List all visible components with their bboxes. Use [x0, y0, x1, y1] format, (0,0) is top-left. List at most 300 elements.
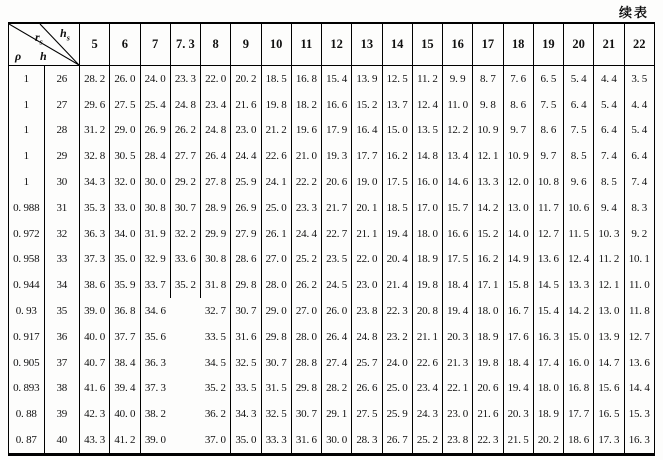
- value-cell: 10. 3: [594, 221, 624, 247]
- value-cell: 38. 4: [110, 350, 140, 376]
- value-cell: 17. 6: [503, 324, 533, 350]
- value-cell: 26. 0: [322, 298, 352, 324]
- corner-label-h: h: [40, 49, 47, 63]
- rho-cell: 1: [9, 118, 45, 144]
- table-row: [9, 195, 655, 221]
- value-cell: 18. 6: [564, 427, 594, 454]
- value-cell: 24. 8: [170, 92, 200, 118]
- value-cell: 18. 0: [533, 376, 563, 402]
- table-row: [9, 272, 655, 298]
- value-cell: 24. 8: [201, 118, 231, 144]
- value-cell: 11. 0: [624, 272, 655, 298]
- value-cell: 26. 9: [140, 118, 170, 144]
- value-cell: 25. 7: [352, 350, 382, 376]
- value-cell: 24. 3: [412, 401, 442, 427]
- value-cell: 8. 6: [533, 118, 563, 144]
- value-cell: 22. 6: [412, 350, 442, 376]
- value-cell: 18. 9: [533, 401, 563, 427]
- value-cell: 27. 4: [322, 350, 352, 376]
- h-cell: 37: [44, 350, 80, 376]
- value-cell: 13. 9: [352, 66, 382, 92]
- value-cell: 38. 6: [80, 272, 110, 298]
- value-cell: 8. 3: [624, 195, 655, 221]
- value-cell: 15. 0: [564, 324, 594, 350]
- value-cell: 26. 7: [382, 427, 412, 454]
- value-cell: 29. 1: [322, 401, 352, 427]
- value-cell: 26. 0: [110, 66, 140, 92]
- rho-cell: 1: [9, 66, 45, 92]
- table-row: [9, 143, 655, 169]
- column-header: 10: [261, 23, 291, 66]
- value-cell: 16. 6: [443, 221, 473, 247]
- rho-cell: 1: [9, 169, 45, 195]
- value-cell: 17. 4: [533, 350, 563, 376]
- column-header: 19: [533, 23, 563, 66]
- table-row: [9, 324, 655, 350]
- value-cell: 35. 0: [110, 247, 140, 273]
- table-row: [9, 221, 655, 247]
- value-cell: 27. 5: [110, 92, 140, 118]
- value-cell: 31. 5: [261, 376, 291, 402]
- value-cell: 35. 9: [110, 272, 140, 298]
- value-cell: 23. 8: [443, 427, 473, 454]
- value-cell: 3. 5: [624, 66, 655, 92]
- data-table: [8, 22, 655, 456]
- value-cell: 16. 2: [473, 247, 503, 273]
- h-cell: 26: [44, 66, 80, 92]
- value-cell: 10. 9: [473, 118, 503, 144]
- table-row: [9, 427, 655, 454]
- value-cell: 22. 0: [352, 247, 382, 273]
- value-cell: 30. 7: [291, 401, 321, 427]
- value-cell: 24. 0: [140, 66, 170, 92]
- value-cell: 23. 0: [231, 118, 261, 144]
- value-cell: 19. 0: [352, 169, 382, 195]
- value-cell: 5. 4: [594, 92, 624, 118]
- value-cell: 23. 0: [443, 401, 473, 427]
- h-cell: 28: [44, 118, 80, 144]
- value-cell: 15. 8: [503, 272, 533, 298]
- rho-cell: 0. 905: [9, 350, 45, 376]
- value-cell: 24. 4: [231, 143, 261, 169]
- corner-header-cell: [9, 23, 80, 66]
- value-cell: 8. 6: [503, 92, 533, 118]
- value-cell: 31. 9: [140, 221, 170, 247]
- value-cell: 25. 4: [140, 92, 170, 118]
- value-cell: 16. 5: [594, 401, 624, 427]
- value-cell: 20. 1: [352, 195, 382, 221]
- value-cell: 25. 2: [412, 427, 442, 454]
- value-cell: 28. 6: [231, 247, 261, 273]
- value-cell: 15. 4: [322, 66, 352, 92]
- value-cell: 25. 9: [382, 401, 412, 427]
- value-cell: 8. 7: [473, 66, 503, 92]
- value-cell: 43. 3: [80, 427, 110, 454]
- value-cell: 28. 4: [140, 143, 170, 169]
- value-cell: 12. 5: [382, 66, 412, 92]
- value-cell: 25. 0: [261, 195, 291, 221]
- value-cell: 34. 0: [110, 221, 140, 247]
- value-cell: 12. 4: [564, 247, 594, 273]
- h-cell: 27: [44, 92, 80, 118]
- value-cell: 37. 3: [140, 376, 170, 402]
- value-cell: 27. 8: [201, 169, 231, 195]
- value-cell: 28. 0: [261, 272, 291, 298]
- value-cell: 33. 6: [170, 247, 200, 273]
- value-cell: 26. 6: [352, 376, 382, 402]
- value-cell: 12. 4: [412, 92, 442, 118]
- value-cell: 32. 0: [110, 169, 140, 195]
- value-cell: 34. 3: [80, 169, 110, 195]
- value-cell: 14. 2: [473, 195, 503, 221]
- value-cell: 27. 0: [261, 247, 291, 273]
- value-cell: 13. 0: [594, 298, 624, 324]
- value-cell: 18. 9: [412, 247, 442, 273]
- value-cell: 13. 9: [594, 324, 624, 350]
- value-cell: 21. 7: [322, 195, 352, 221]
- value-cell: 9. 4: [594, 195, 624, 221]
- value-cell: 30. 5: [110, 143, 140, 169]
- value-cell: 24. 1: [261, 169, 291, 195]
- value-cell: 13. 4: [443, 143, 473, 169]
- value-cell: 36. 3: [140, 350, 170, 376]
- value-cell: 7. 4: [594, 143, 624, 169]
- value-cell: 17. 1: [473, 272, 503, 298]
- value-cell: 10. 1: [624, 247, 655, 273]
- value-cell: 22. 3: [382, 298, 412, 324]
- value-cell: 17. 0: [412, 195, 442, 221]
- value-cell: 18. 0: [473, 298, 503, 324]
- value-cell: 21. 0: [291, 143, 321, 169]
- value-cell: 29. 9: [201, 221, 231, 247]
- value-cell: 22. 1: [443, 376, 473, 402]
- h-cell: 40: [44, 427, 80, 454]
- value-cell: 14. 7: [594, 350, 624, 376]
- value-cell: [170, 376, 200, 402]
- value-cell: 37. 3: [80, 247, 110, 273]
- h-cell: 31: [44, 195, 80, 221]
- h-cell: 35: [44, 298, 80, 324]
- value-cell: 17. 5: [443, 247, 473, 273]
- value-cell: 30. 7: [231, 298, 261, 324]
- value-cell: 27. 0: [291, 298, 321, 324]
- value-cell: 24. 8: [352, 324, 382, 350]
- value-cell: 26. 9: [231, 195, 261, 221]
- value-cell: 13. 3: [564, 272, 594, 298]
- value-cell: 16. 2: [382, 143, 412, 169]
- value-cell: 15. 0: [382, 118, 412, 144]
- value-cell: 23. 3: [291, 195, 321, 221]
- value-cell: 7. 5: [533, 92, 563, 118]
- h-cell: 39: [44, 401, 80, 427]
- value-cell: 39. 0: [80, 298, 110, 324]
- value-cell: 9. 7: [533, 143, 563, 169]
- column-header: 18: [503, 23, 533, 66]
- value-cell: 7. 4: [624, 169, 655, 195]
- h-cell: 33: [44, 247, 80, 273]
- value-cell: 22. 7: [322, 221, 352, 247]
- value-cell: 12. 1: [473, 143, 503, 169]
- value-cell: 30. 8: [140, 195, 170, 221]
- value-cell: 39. 0: [140, 427, 170, 454]
- value-cell: 24. 5: [322, 272, 352, 298]
- column-header: 7. 3: [170, 23, 200, 66]
- value-cell: 23. 5: [322, 247, 352, 273]
- value-cell: 22. 3: [473, 427, 503, 454]
- value-cell: 21. 6: [473, 401, 503, 427]
- value-cell: 11. 7: [533, 195, 563, 221]
- value-cell: 33. 7: [140, 272, 170, 298]
- table-row: [9, 401, 655, 427]
- value-cell: 33. 0: [110, 195, 140, 221]
- value-cell: 8. 5: [594, 169, 624, 195]
- value-cell: 30. 7: [261, 350, 291, 376]
- value-cell: 23. 8: [352, 298, 382, 324]
- column-header: 17: [473, 23, 503, 66]
- value-cell: 37. 0: [201, 427, 231, 454]
- value-cell: 16. 3: [533, 324, 563, 350]
- value-cell: 15. 3: [624, 401, 655, 427]
- value-cell: 28. 0: [291, 324, 321, 350]
- value-cell: [170, 324, 200, 350]
- table-row: [9, 92, 655, 118]
- value-cell: 27. 5: [352, 401, 382, 427]
- value-cell: 36. 8: [110, 298, 140, 324]
- value-cell: 31. 6: [291, 427, 321, 454]
- value-cell: 6. 5: [533, 66, 563, 92]
- value-cell: 33. 3: [261, 427, 291, 454]
- value-cell: 9. 9: [443, 66, 473, 92]
- corner-label-hs: [60, 27, 70, 42]
- value-cell: 20. 4: [382, 247, 412, 273]
- value-cell: 19. 6: [291, 118, 321, 144]
- value-cell: 25. 0: [382, 376, 412, 402]
- column-header: 12: [322, 23, 352, 66]
- value-cell: 25. 2: [291, 247, 321, 273]
- value-cell: 19. 8: [261, 92, 291, 118]
- table-body: [9, 66, 655, 455]
- h-cell: 38: [44, 376, 80, 402]
- value-cell: 29. 8: [291, 376, 321, 402]
- value-cell: 21. 1: [412, 324, 442, 350]
- value-cell: 26. 2: [291, 272, 321, 298]
- value-cell: 10. 8: [533, 169, 563, 195]
- value-cell: 29. 6: [80, 92, 110, 118]
- value-cell: 15. 2: [473, 221, 503, 247]
- value-cell: 18. 9: [473, 324, 503, 350]
- value-cell: 26. 4: [201, 143, 231, 169]
- value-cell: 17. 7: [352, 143, 382, 169]
- column-header: 16: [443, 23, 473, 66]
- value-cell: 10. 6: [564, 195, 594, 221]
- value-cell: 14. 6: [443, 169, 473, 195]
- value-cell: 14. 5: [533, 272, 563, 298]
- value-cell: 20. 2: [231, 66, 261, 92]
- value-cell: 16. 8: [564, 376, 594, 402]
- value-cell: 35. 2: [170, 272, 200, 298]
- rho-cell: 0. 958: [9, 247, 45, 273]
- column-header: 22: [624, 23, 655, 66]
- continued-table-label: 续表: [618, 5, 649, 20]
- value-cell: 32. 5: [261, 401, 291, 427]
- value-cell: 19. 8: [412, 272, 442, 298]
- value-cell: 20. 8: [412, 298, 442, 324]
- value-cell: 28. 2: [322, 376, 352, 402]
- value-cell: 16. 7: [503, 298, 533, 324]
- value-cell: 9. 7: [503, 118, 533, 144]
- corner-label-rs: [35, 31, 43, 46]
- h-cell: 32: [44, 221, 80, 247]
- h-cell: 29: [44, 143, 80, 169]
- value-cell: 30. 7: [170, 195, 200, 221]
- column-header: 11: [291, 23, 321, 66]
- value-cell: 17. 5: [382, 169, 412, 195]
- value-cell: 32. 8: [80, 143, 110, 169]
- value-cell: 41. 6: [80, 376, 110, 402]
- value-cell: 28. 9: [201, 195, 231, 221]
- value-cell: 32. 5: [231, 350, 261, 376]
- column-header: 14: [382, 23, 412, 66]
- value-cell: 14. 0: [503, 221, 533, 247]
- value-cell: [170, 401, 200, 427]
- value-cell: 17. 9: [322, 118, 352, 144]
- value-cell: 11. 2: [412, 66, 442, 92]
- value-cell: 7. 6: [503, 66, 533, 92]
- value-cell: 6. 4: [564, 92, 594, 118]
- value-cell: 30. 0: [322, 427, 352, 454]
- value-cell: 16. 0: [412, 169, 442, 195]
- table-row: [9, 169, 655, 195]
- value-cell: 18. 4: [443, 272, 473, 298]
- table-row: [9, 247, 655, 273]
- value-cell: 21. 3: [443, 350, 473, 376]
- value-cell: 9. 8: [473, 92, 503, 118]
- value-cell: 31. 2: [80, 118, 110, 144]
- value-cell: 6. 4: [624, 143, 655, 169]
- value-cell: 20. 2: [533, 427, 563, 454]
- value-cell: 18. 4: [503, 350, 533, 376]
- value-cell: 14. 4: [624, 376, 655, 402]
- value-cell: 21. 4: [382, 272, 412, 298]
- value-cell: 27. 7: [170, 143, 200, 169]
- rho-cell: 0. 972: [9, 221, 45, 247]
- value-cell: 42. 3: [80, 401, 110, 427]
- value-cell: 12. 7: [533, 221, 563, 247]
- value-cell: 29. 8: [231, 272, 261, 298]
- rho-cell: 0. 88: [9, 401, 45, 427]
- table-row: [9, 298, 655, 324]
- value-cell: 23. 4: [201, 92, 231, 118]
- value-cell: 23. 0: [352, 272, 382, 298]
- value-cell: 4. 4: [624, 92, 655, 118]
- rho-cell: 0. 944: [9, 272, 45, 298]
- rho-cell: 0. 917: [9, 324, 45, 350]
- table-row: [9, 118, 655, 144]
- hs-sub: s: [66, 33, 70, 43]
- value-cell: 16. 4: [352, 118, 382, 144]
- hs-base: h: [60, 26, 67, 40]
- value-cell: 14. 2: [564, 298, 594, 324]
- column-header: 7: [140, 23, 170, 66]
- value-cell: 22. 6: [261, 143, 291, 169]
- rho-cell: 1: [9, 92, 45, 118]
- value-cell: 7. 5: [564, 118, 594, 144]
- value-cell: 17. 3: [594, 427, 624, 454]
- value-cell: 32. 2: [170, 221, 200, 247]
- value-cell: 22. 0: [201, 66, 231, 92]
- value-cell: 18. 5: [382, 195, 412, 221]
- column-header: 20: [564, 23, 594, 66]
- value-cell: 5. 4: [624, 118, 655, 144]
- value-cell: 11. 2: [594, 247, 624, 273]
- column-header: 8: [201, 23, 231, 66]
- value-cell: 4. 4: [594, 66, 624, 92]
- value-cell: 28. 2: [80, 66, 110, 92]
- value-cell: 25. 9: [231, 169, 261, 195]
- h-cell: 30: [44, 169, 80, 195]
- value-cell: 9. 2: [624, 221, 655, 247]
- value-cell: 37. 7: [110, 324, 140, 350]
- value-cell: 39. 4: [110, 376, 140, 402]
- value-cell: 12. 0: [503, 169, 533, 195]
- value-cell: 19. 4: [503, 376, 533, 402]
- value-cell: 19. 4: [382, 221, 412, 247]
- value-cell: 21. 6: [231, 92, 261, 118]
- rho-cell: 0. 87: [9, 427, 45, 454]
- value-cell: 40. 7: [80, 350, 110, 376]
- value-cell: [170, 298, 200, 324]
- value-cell: 5. 4: [564, 66, 594, 92]
- value-cell: 36. 3: [80, 221, 110, 247]
- column-header: 13: [352, 23, 382, 66]
- table-row: [9, 350, 655, 376]
- value-cell: 31. 6: [231, 324, 261, 350]
- value-cell: [170, 427, 200, 454]
- corner-label-rho: ρ: [15, 49, 22, 63]
- value-cell: 16. 3: [624, 427, 655, 454]
- value-cell: 30. 0: [140, 169, 170, 195]
- value-cell: 10. 9: [503, 143, 533, 169]
- column-header: 15: [412, 23, 442, 66]
- value-cell: 20. 6: [322, 169, 352, 195]
- value-cell: 8. 5: [564, 143, 594, 169]
- rs-base: r: [35, 30, 40, 44]
- value-cell: 13. 6: [624, 350, 655, 376]
- rho-cell: 0. 93: [9, 298, 45, 324]
- value-cell: 18. 0: [412, 221, 442, 247]
- rho-cell: 0. 893: [9, 376, 45, 402]
- value-cell: 26. 4: [322, 324, 352, 350]
- rho-cell: 0. 988: [9, 195, 45, 221]
- table-row: [9, 66, 655, 92]
- value-cell: 19. 3: [322, 143, 352, 169]
- value-cell: 16. 6: [322, 92, 352, 118]
- value-cell: 12. 7: [624, 324, 655, 350]
- value-cell: 18. 2: [291, 92, 321, 118]
- value-cell: 15. 6: [594, 376, 624, 402]
- value-cell: 23. 4: [412, 376, 442, 402]
- value-cell: 13. 3: [473, 169, 503, 195]
- value-cell: 28. 8: [291, 350, 321, 376]
- value-cell: 36. 2: [201, 401, 231, 427]
- value-cell: 27. 9: [231, 221, 261, 247]
- value-cell: 35. 6: [140, 324, 170, 350]
- value-cell: 26. 2: [170, 118, 200, 144]
- value-cell: 19. 4: [443, 298, 473, 324]
- value-cell: 33. 5: [231, 376, 261, 402]
- value-cell: 13. 0: [503, 195, 533, 221]
- value-cell: 13. 7: [382, 92, 412, 118]
